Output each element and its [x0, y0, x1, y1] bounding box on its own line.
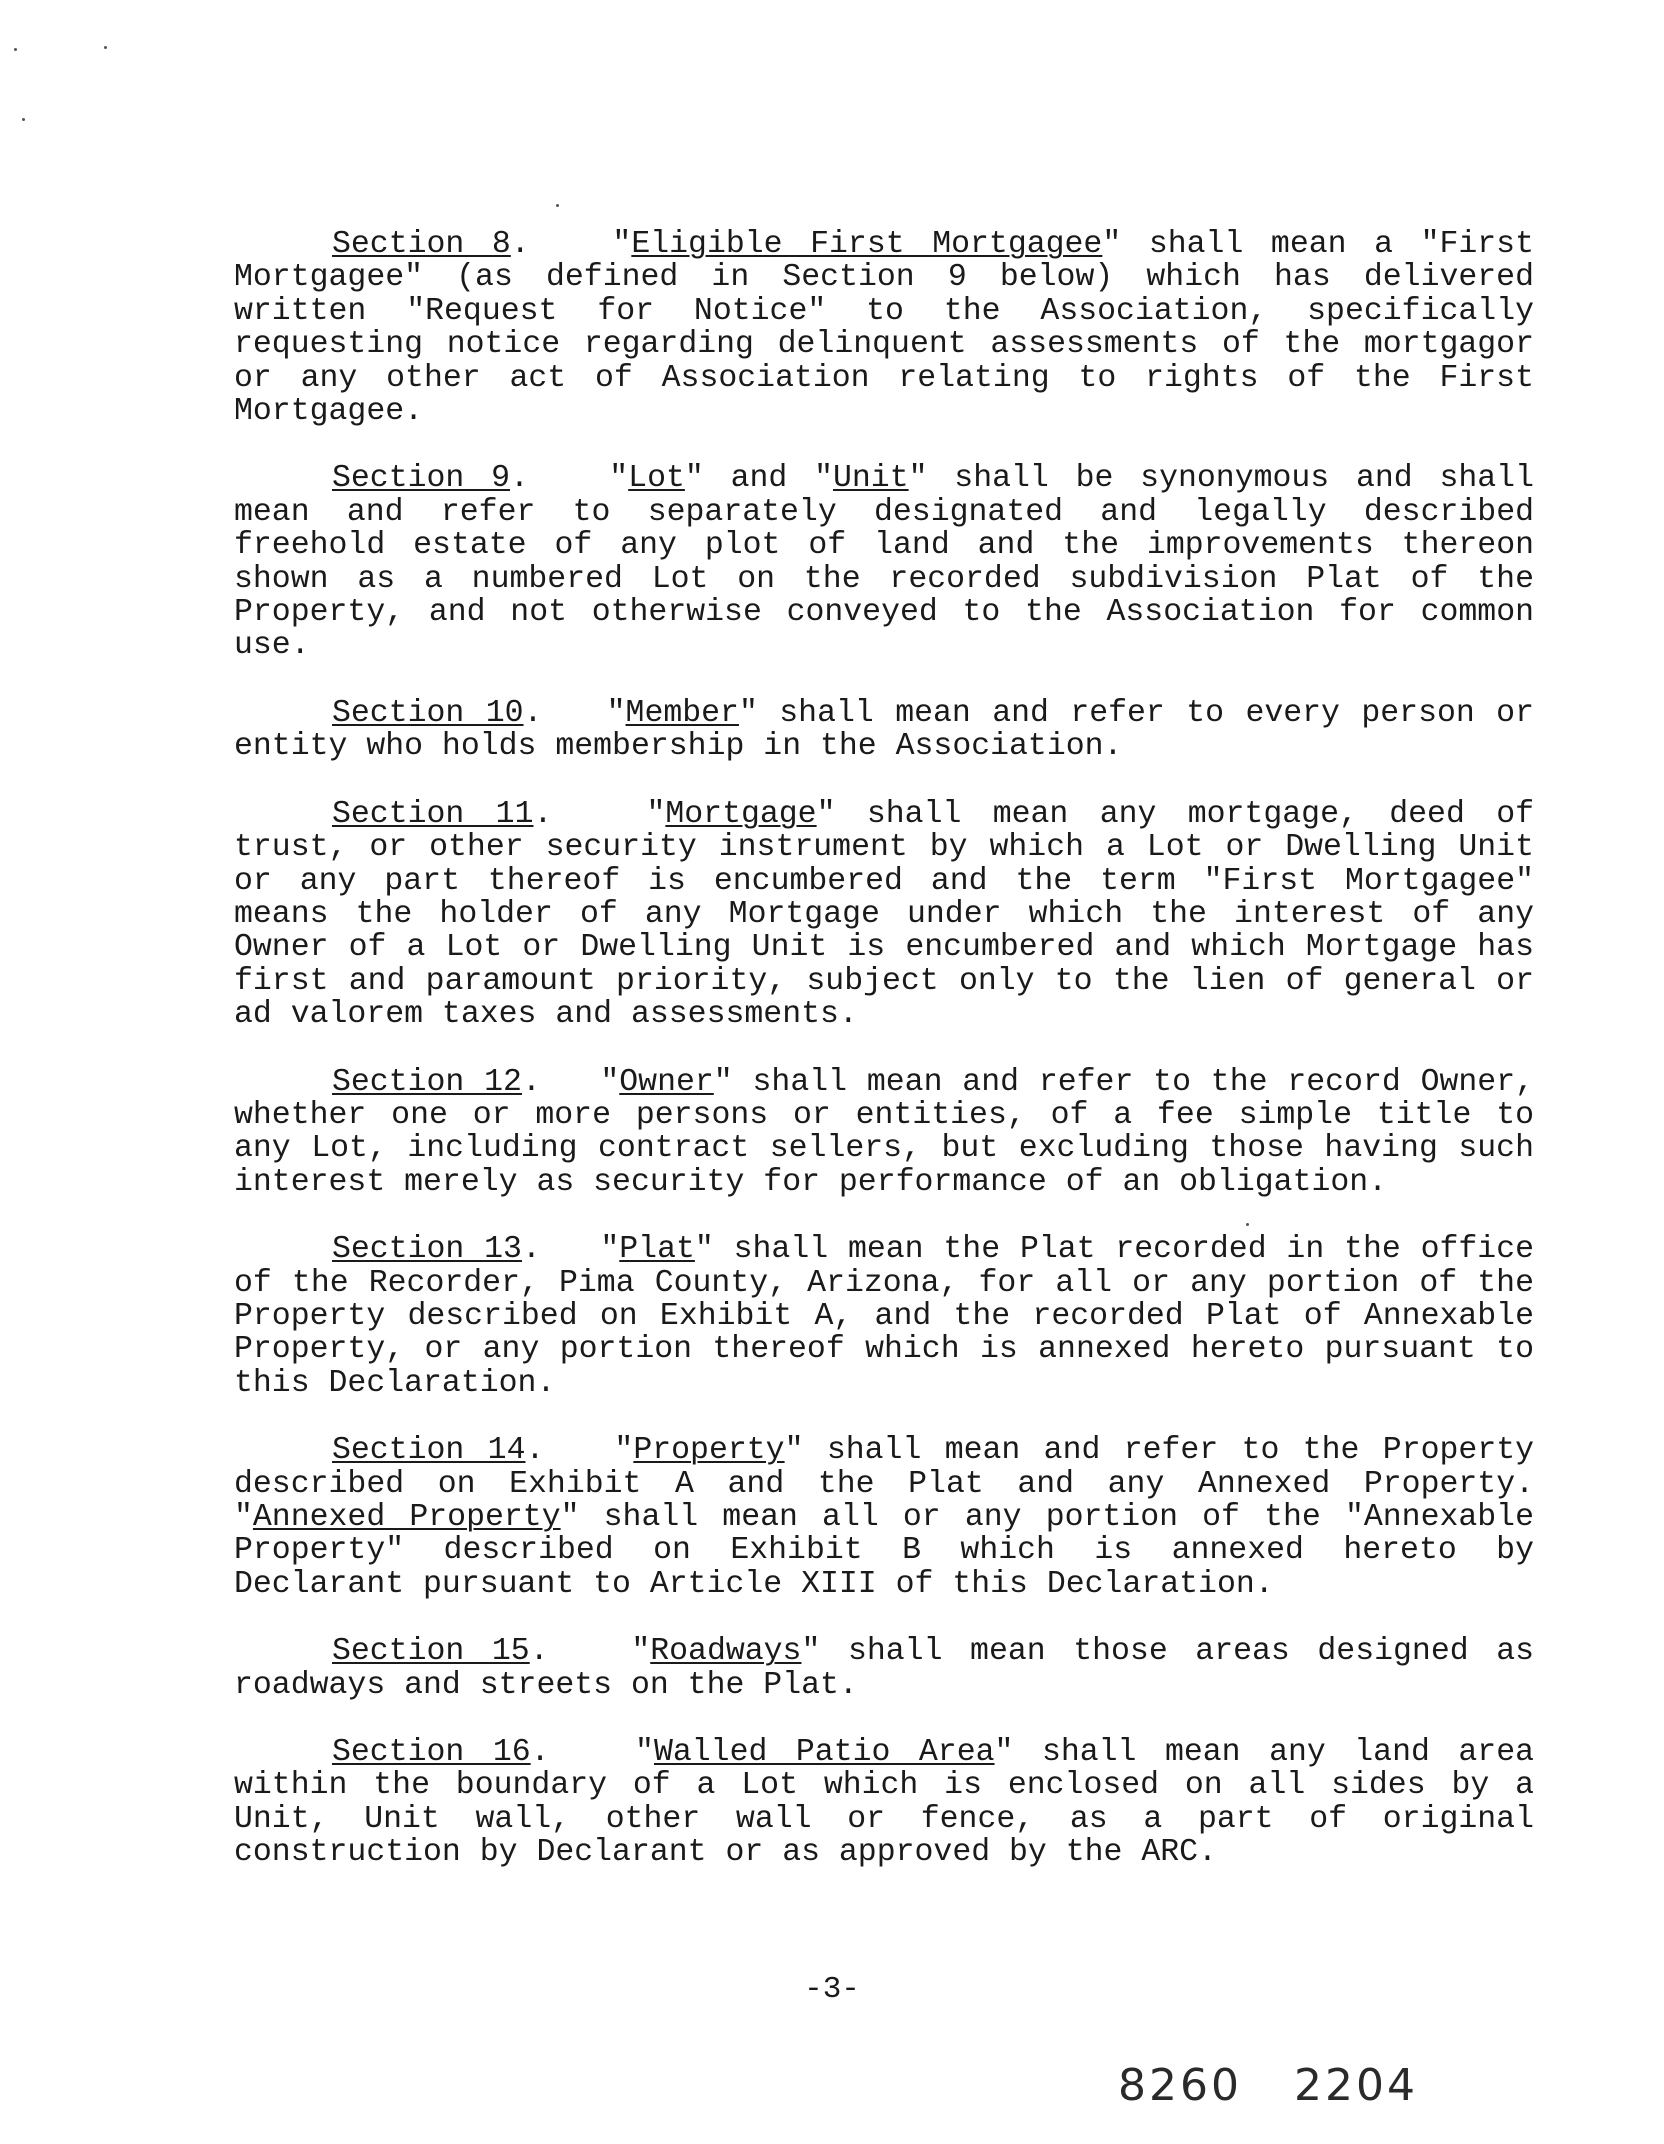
- section-heading: Section 14: [332, 1433, 526, 1469]
- section-heading: Section 12: [332, 1064, 522, 1100]
- defined-term: Owner: [619, 1064, 714, 1100]
- defined-term: Roadways: [650, 1634, 802, 1670]
- defined-term: Lot: [628, 461, 685, 497]
- definition-text: shall mean and refer to every person or entity who holds membership in the Association.: [234, 695, 1534, 765]
- definition-text: shall mean any mortgage, deed of trust, or other security instrument by which a Lot or Dwelling Unit or any part thereof is encumbered and the term "First Mortgagee" means the holder of any Mortgage under which the interest of any Owner of a Lot or Dwelling Unit is encumbered and which Mortgage has first and paramount priority, subject only to the lien of general or ad valorem taxes and assessments.: [234, 796, 1535, 1033]
- section-14-paragraph: Section 14. "Property" shall mean and refer to the Property described on Exhibit A and the Plat and any Annexed Property. "Annexed Property" shall mean all or any portion of the "Annexable Property" described on Exhibit B which is annexed hereto by Declarant pursuant to Article XIII of this Declaration.: [234, 1433, 1535, 1602]
- definition-text: shall mean any land area within the boundary of a Lot which is enclosed on all sides by a Unit, Unit wall, other wall or fence, as a part of original construction by Declarant or as approved by the ARC.: [234, 1735, 1535, 1871]
- scan-speck: [556, 204, 559, 207]
- definition-text: shall mean and refer to the record Owner, whether one or more persons or entities, of a fee simple title to any Lot, including contract sellers, but excluding those having such interest merely as security for performance of an obligation.: [234, 1064, 1535, 1200]
- section-heading: Section 11: [332, 796, 534, 832]
- definition-text: shall mean the Plat recorded in the office of the Recorder, Pima County, Arizona, for all or any portion of the Property described on Exhibit A, and the recorded Plat of Annexable Property, or any portion thereof which is annexed hereto pursuant to this Declaration.: [234, 1232, 1535, 1401]
- defined-term: Annexed Property: [252, 1500, 561, 1535]
- scan-speck: [14, 48, 17, 51]
- definition-text: shall mean and refer to the Property described on Exhibit A and the Plat and any Annexed Property.: [234, 1433, 1535, 1502]
- definition-text: shall mean all or any portion of the "Annexable Property" described on Exhibit B which is annexed hereto by Declarant pursuant to Article XIII of this Declaration.: [234, 1500, 1534, 1602]
- section-heading: Section 13: [332, 1232, 522, 1268]
- section-15-paragraph: Section 15. "Roadways" shall mean those areas designed as roadways and streets on the Plat.: [234, 1634, 1535, 1703]
- definition-text: shall be synonymous and shall mean and refer to separately designated and legally described freehold estate of any plot of land and the improvements thereon shown as a numbered Lot on the recorded subdivision Plat of the Property, and not otherwise conveyed to the Association for common use.: [234, 461, 1534, 664]
- page-number: -3-: [804, 1972, 860, 2007]
- section-11-paragraph: Section 11. "Mortgage" shall mean any mortgage, deed of trust, or other security instrument by which a Lot or Dwelling Unit or any part thereof is encumbered and the term "First Mortgagee" means the holder of any Mortgage under which the interest of any Owner of a Lot or Dwelling Unit is encumbered and which Mortgage has first and paramount priority, subject only to the lien of general or ad valorem taxes and assessments.: [234, 796, 1535, 1033]
- section-16-paragraph: Section 16. "Walled Patio Area" shall mean any land area within the boundary of a Lot which is enclosed on all sides by a Unit, Unit wall, other wall or fence, as a part of original construction by Declarant or as approved by the ARC.: [234, 1735, 1535, 1871]
- defined-term: Mortgage: [665, 796, 817, 832]
- section-9-paragraph: Section 9. "Lot" and "Unit" shall be synonymous and shall mean and refer to separately designated and legally described freehold estate of any plot of land and the improvements thereon shown as a numbered Lot on the recorded subdivision Plat of the Property, and not otherwise conveyed to the Association for common use.: [234, 461, 1534, 664]
- recording-page-number: 2204: [1293, 2060, 1418, 2111]
- section-heading: Section 16: [332, 1735, 531, 1771]
- defined-term: Eligible First Mortgagee: [631, 227, 1103, 262]
- defined-term: Plat: [619, 1232, 695, 1268]
- defined-term: Property: [633, 1433, 785, 1469]
- section-heading: Section 8: [332, 227, 511, 262]
- scan-speck: [22, 118, 25, 121]
- document-body: [234, 228, 1534, 1904]
- definition-text: shall mean those areas designed as roadways and streets on the Plat.: [234, 1634, 1535, 1703]
- defined-term: Walled Patio Area: [653, 1735, 995, 1771]
- recording-book-number: 8260: [1118, 2060, 1242, 2111]
- recording-number-stamp: [1118, 2060, 1418, 2111]
- definition-text: shall mean a "First Mortgagee" (as defined in Section 9 below) which has delivered written "Request for Notice" to the Association, specifically requesting notice regarding delinquent assessments of the mortgagor or any other act of Association relating to rights of the First Mortgagee.: [234, 227, 1534, 430]
- section-13-paragraph: Section 13. "Plat" shall mean the Plat recorded in the office of the Recorder, Pima County, Arizona, for all or any portion of the Property described on Exhibit A, and the recorded Plat of Annexable Property, or any portion thereof which is annexed hereto pursuant to this Declaration.: [234, 1232, 1535, 1401]
- term-joiner: and: [730, 461, 788, 497]
- section-10-paragraph: Section 10. "Member" shall mean and refer to every person or entity who holds membership in the Association.: [234, 695, 1534, 765]
- section-heading: Section 15: [332, 1634, 530, 1670]
- scan-speck: [104, 46, 107, 49]
- section-12-paragraph: Section 12. "Owner" shall mean and refer to the record Owner, whether one or more persons or entities, of a fee simple title to any Lot, including contract sellers, but excluding those having such interest merely as security for performance of an obligation.: [234, 1064, 1535, 1200]
- section-heading: Section 9: [332, 461, 511, 497]
- defined-term: Member: [625, 695, 739, 731]
- section-8-paragraph: Section 8. "Eligible First Mortgagee" shall mean a "First Mortgagee" (as defined in Section 9 below) which has delivered written "Request for Notice" to the Association, specifically requesting notice regarding delinquent assessments of the mortgagor or any other act of Association relating to rights of the First Mortgagee.: [234, 227, 1534, 430]
- defined-term: Unit: [832, 461, 909, 497]
- section-heading: Section 10: [332, 695, 524, 731]
